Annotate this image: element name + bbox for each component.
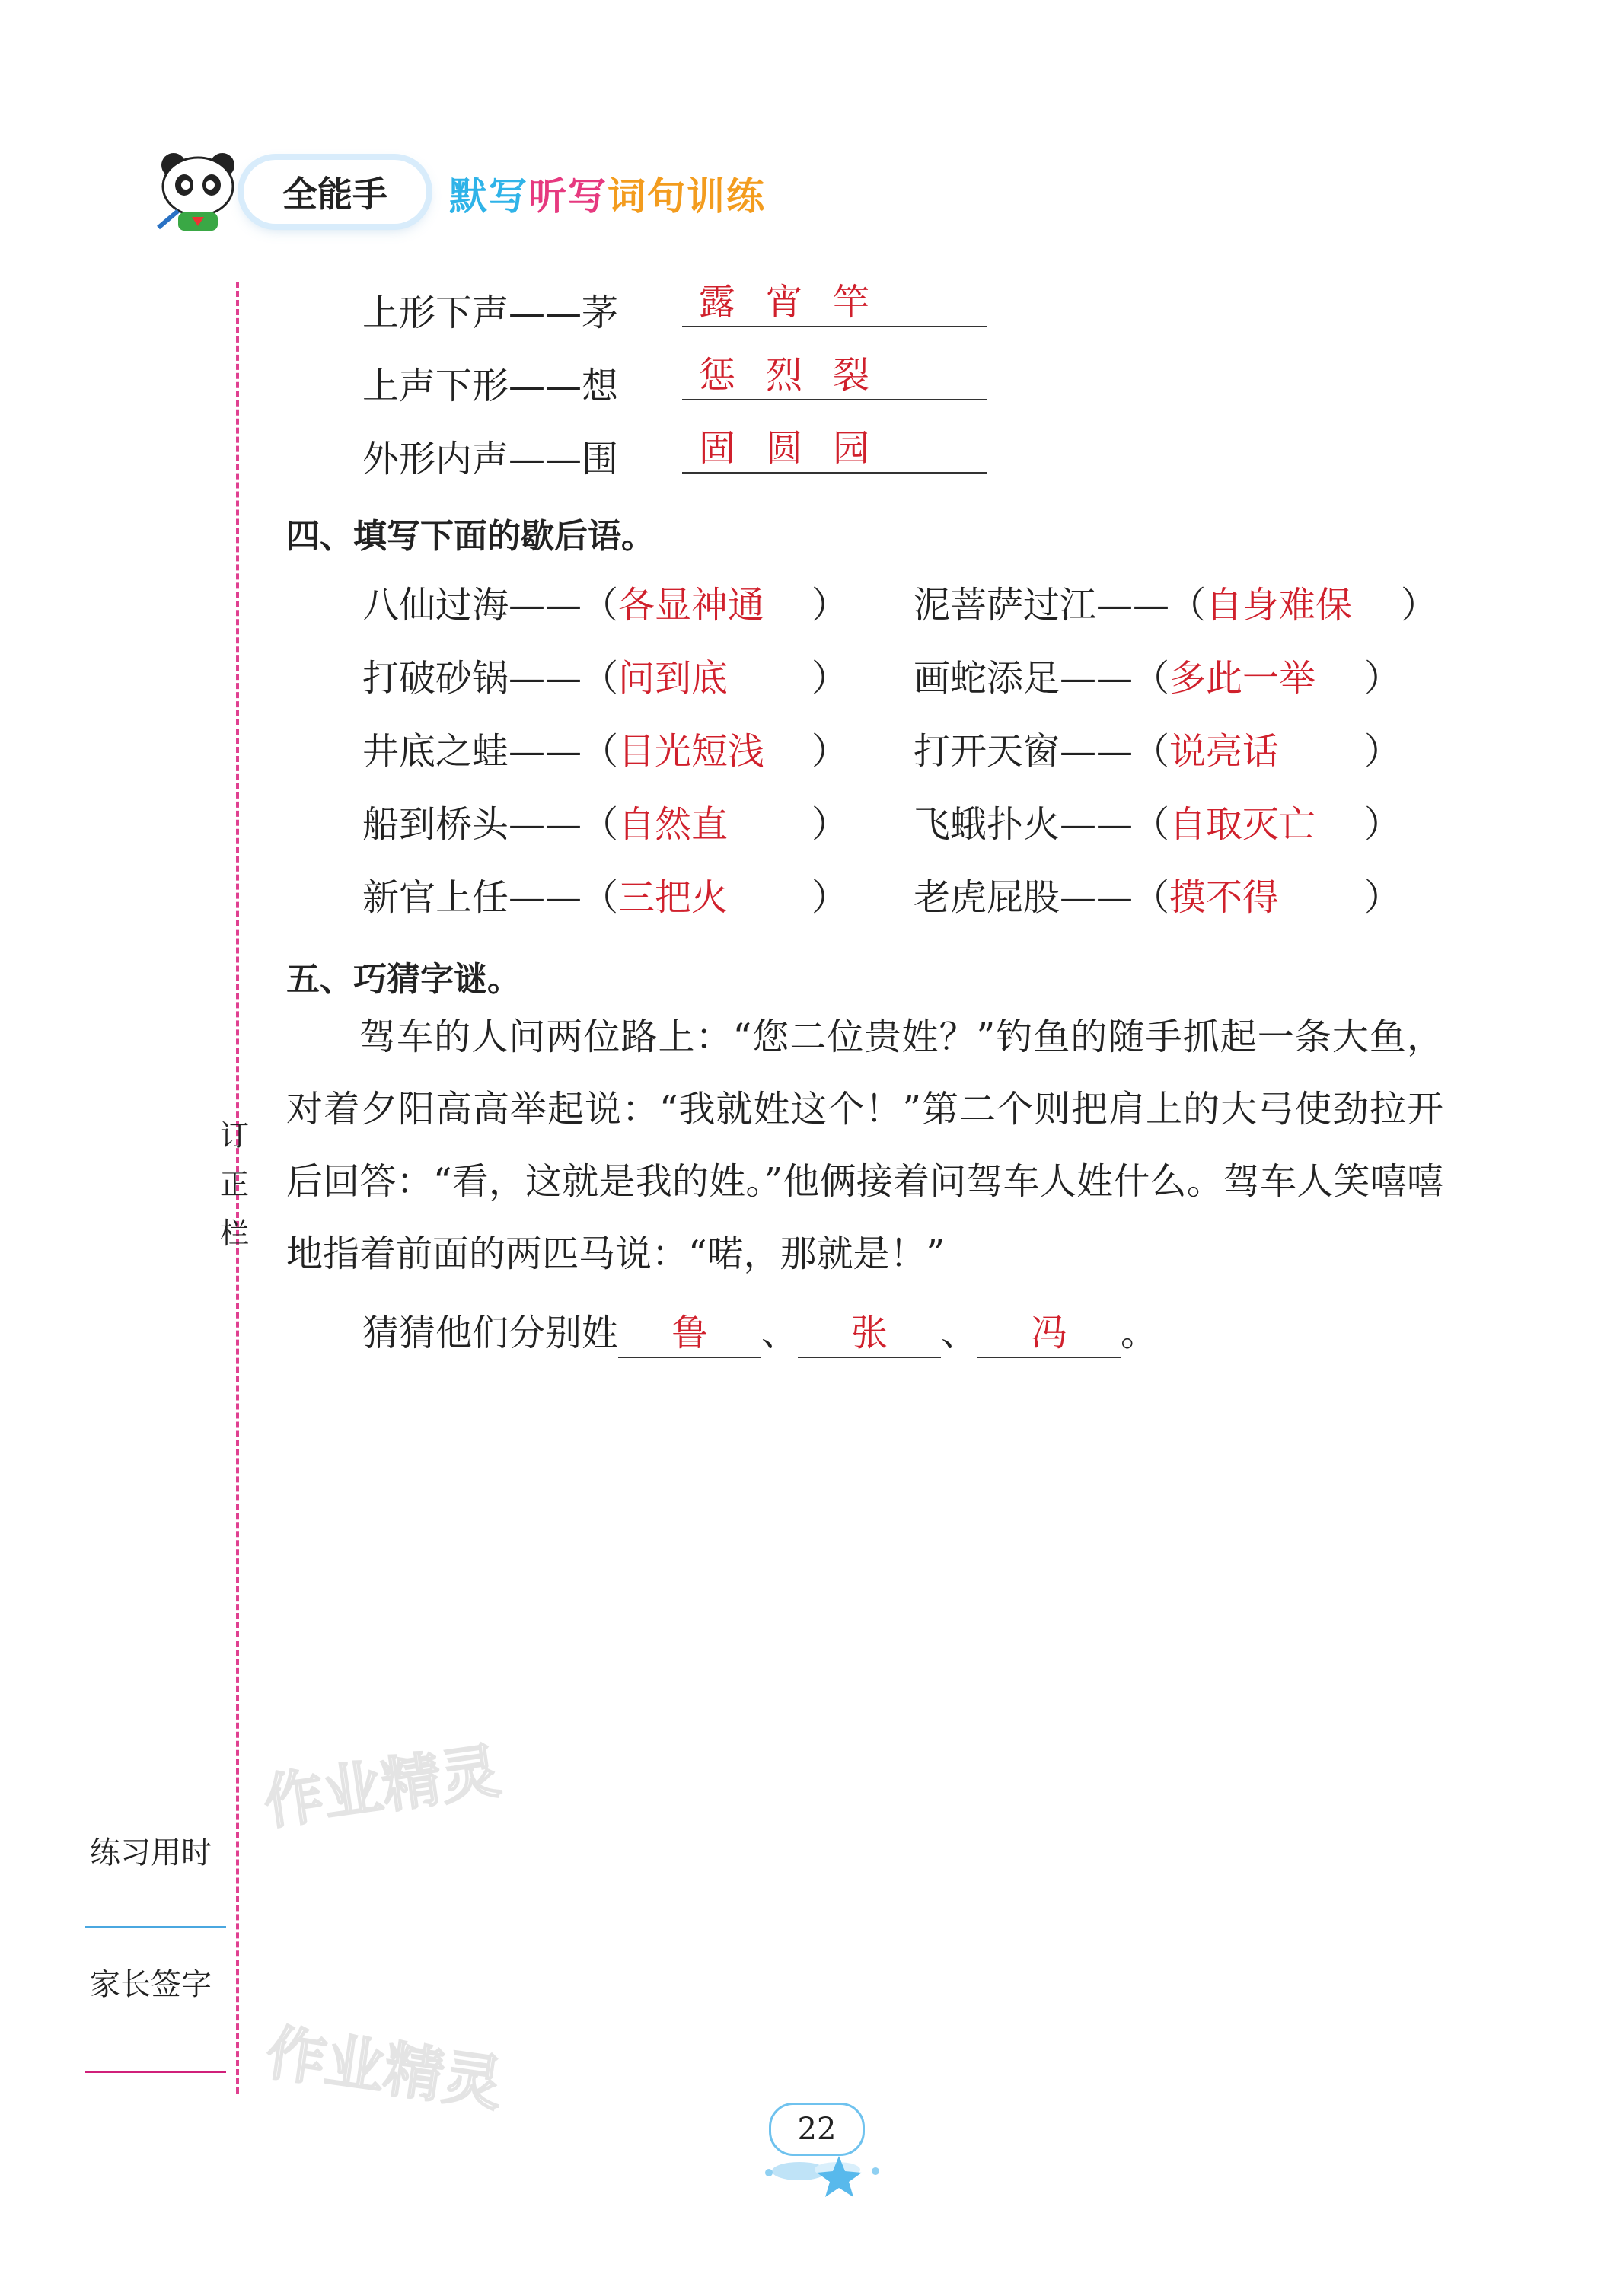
structure-row-label: 外形内声——围 <box>362 438 619 480</box>
separator: 、 <box>941 1312 978 1354</box>
riddle-answer: 张 <box>798 1309 941 1358</box>
xiehouyu-right <box>914 868 1279 920</box>
xiehouyu-close: ） <box>812 584 849 627</box>
xiehouyu-right <box>914 576 1352 628</box>
xiehouyu-question: 新官上任——（ <box>362 876 619 919</box>
xiehouyu-question: 飞蛾扑火——（ <box>914 803 1170 846</box>
watermark: 作业精灵 <box>260 1736 505 1838</box>
riddle-paragraph: 驾车的人问两位路上：“您二位贵姓？”钓鱼的随手抓起一条大鱼，对着夕阳高高举起说：“我就姓这个！”第二个则把肩上的大弓使劲拉开后回答：“看，这就是我的姓。”他俩接着问驾车人姓什么。驾车人笑嘻嘻地指着前面的两匹马说：“喏，那就是！” <box>286 1016 1443 1275</box>
xiehouyu-question: 井底之蛙——（ <box>362 730 619 773</box>
xiehouyu-close: ） <box>1364 803 1402 846</box>
brand-subtitle <box>449 166 766 221</box>
xiehouyu-right <box>914 795 1315 847</box>
xiehouyu-question: 画蛇添足——（ <box>914 657 1170 700</box>
parent-signature-rule <box>85 2071 226 2073</box>
answer-char: 固 <box>699 427 736 470</box>
xiehouyu-question: 八仙过海——（ <box>362 584 619 627</box>
practice-time-rule <box>85 1926 226 1928</box>
xiehouyu-answer: 自然直 <box>618 803 729 846</box>
answer-char: 裂 <box>833 354 870 397</box>
xiehouyu-answer: 自身难保 <box>1206 584 1353 627</box>
xiehouyu-question: 老虎屁股——（ <box>914 876 1170 919</box>
riddle-answer: 鲁 <box>618 1309 761 1358</box>
answer-char: 竿 <box>833 281 870 324</box>
xiehouyu-close: ） <box>1364 730 1402 773</box>
parent-signature-label: 家长签字 <box>90 1967 212 2002</box>
page-number-cloud-decoration <box>754 2148 891 2202</box>
xiehouyu-question: 泥菩萨过江——（ <box>914 584 1207 627</box>
xiehouyu-left <box>362 722 764 774</box>
separator: 、 <box>761 1312 799 1354</box>
xiehouyu-answer: 摸不得 <box>1169 876 1280 919</box>
xiehouyu-right <box>914 649 1315 701</box>
xiehouyu-answer: 多此一举 <box>1169 657 1316 700</box>
xiehouyu-close: ） <box>1364 657 1402 700</box>
xiehouyu-question: 打开天窗——（ <box>914 730 1170 773</box>
answer-char: 烈 <box>766 354 803 397</box>
structure-row-answer <box>682 356 987 400</box>
xiehouyu-close: ） <box>812 876 849 919</box>
xiehouyu-left <box>362 649 728 701</box>
brand-badge: 全能手 <box>244 160 426 224</box>
label-char: 正 <box>219 1168 249 1201</box>
xiehouyu-answer: 说亮话 <box>1169 730 1280 773</box>
label-char: 栏 <box>219 1217 249 1250</box>
xiehouyu-question: 船到桥头——（ <box>362 803 619 846</box>
xiehouyu-answer: 三把火 <box>618 876 729 919</box>
xiehouyu-close: ） <box>1401 584 1438 627</box>
xiehouyu-answer: 问到底 <box>618 657 729 700</box>
structure-row-answer <box>682 283 987 327</box>
xiehouyu-left <box>362 795 728 847</box>
xiehouyu-answer: 目光短浅 <box>618 730 765 773</box>
panda-mascot <box>152 148 244 232</box>
page-number: 22 <box>769 2103 865 2156</box>
structure-row-label: 上声下形——想 <box>362 365 619 407</box>
xiehouyu-close: ） <box>1364 876 1402 919</box>
xiehouyu-answer: 各显神通 <box>618 584 765 627</box>
correction-column-label <box>219 1111 250 1258</box>
xiehouyu-answer: 自取灭亡 <box>1169 803 1316 846</box>
xiehouyu-left <box>362 576 764 628</box>
riddle-question-prefix: 猜猜他们分别姓 <box>362 1312 619 1354</box>
practice-time-label: 练习用时 <box>90 1835 212 1870</box>
riddle-question <box>362 1303 1157 1358</box>
xiehouyu-close: ） <box>812 730 849 773</box>
riddle-answer: 冯 <box>977 1309 1121 1358</box>
watermark: 作业精灵 <box>262 2018 507 2120</box>
structure-row-label: 上形下声——茅 <box>362 292 619 334</box>
answer-char: 园 <box>833 427 870 470</box>
period: 。 <box>1121 1312 1158 1354</box>
answer-char: 圆 <box>766 427 803 470</box>
answer-char: 露 <box>699 281 736 324</box>
section4-title: 四、填写下面的歇后语。 <box>286 517 655 556</box>
label-char: 订 <box>219 1119 249 1153</box>
answer-char: 宵 <box>766 281 803 324</box>
answer-char: 惩 <box>699 354 736 397</box>
section5-title: 五、巧猜字谜。 <box>286 960 521 999</box>
xiehouyu-question: 打破砂锅——（ <box>362 657 619 700</box>
subtitle-part: 默写 <box>449 174 528 218</box>
subtitle-part: 听写 <box>528 174 608 218</box>
xiehouyu-close: ） <box>812 803 849 846</box>
subtitle-part: 词句训练 <box>608 174 766 218</box>
xiehouyu-close: ） <box>812 657 849 700</box>
xiehouyu-right <box>914 722 1279 774</box>
xiehouyu-left <box>362 868 728 920</box>
structure-row-answer <box>682 429 987 474</box>
